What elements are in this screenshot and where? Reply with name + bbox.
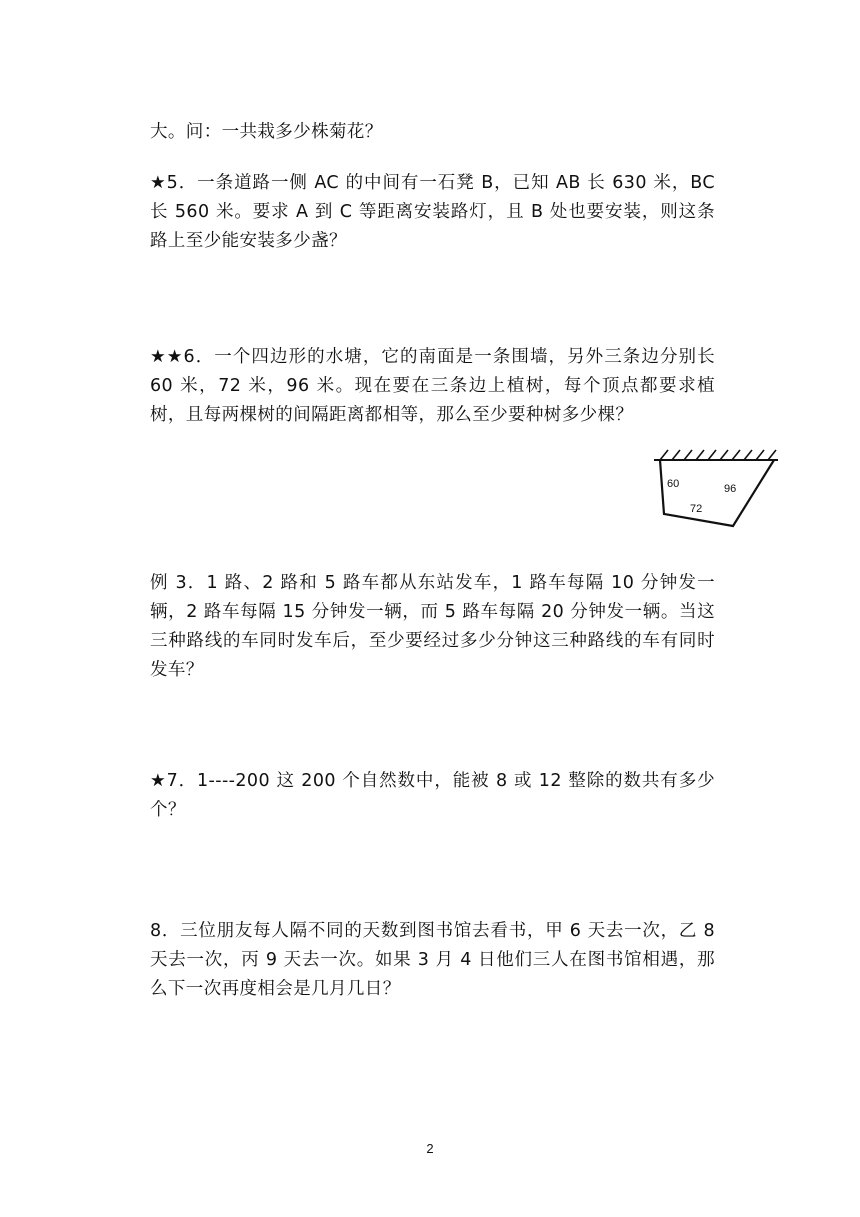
side-label-60: 60 xyxy=(667,478,680,490)
side-label-96: 96 xyxy=(724,483,737,495)
problem-5: ★5．一条道路一侧 AC 的中间有一石凳 B，已知 AB 长 630 米，BC 长 560 米。要求 A 到 C 等距离安装路灯，且 B 处也要安装，则这条路上至少能安装多少盏？ xyxy=(150,173,715,251)
pond-diagram xyxy=(650,448,782,530)
problem-4-continuation: 大。问：一共栽多少株菊花？ xyxy=(150,122,383,142)
side-label-72: 72 xyxy=(690,503,703,515)
problem-6: ★★6．一个四边形的水塘，它的南面是一条围墙，另外三条边分别长 60 米，72 米，96 米。现在要在三条边上植树，每个顶点都要求植树，且每两棵树的间隔距离都相等，那么至少要种树多少棵？ xyxy=(150,347,715,425)
wall-hatching xyxy=(660,450,776,460)
problem-8: 8．三位朋友每人隔不同的天数到图书馆去看书，甲 6 天去一次，乙 8 天去一次，丙 9 天去一次。如果 3 月 4 日他们三人在图书馆相遇，那么下一次再度相会是几月几日？ xyxy=(150,921,715,999)
pond-outline xyxy=(660,460,774,526)
example-3: 例 3．1 路、2 路和 5 路车都从东站发车，1 路车每隔 10 分钟发一辆，2 路车每隔 15 分钟发一辆，而 5 路车每隔 20 分钟发一辆。当这三种路线的车同时发车后，至少要经过多少分钟这三种路线的车有同时发车？ xyxy=(150,573,715,680)
problem-7: ★7．1----200 这 200 个自然数中，能被 8 或 12 整除的数共有多少个？ xyxy=(150,771,715,820)
page-number: 2 xyxy=(426,1141,434,1156)
